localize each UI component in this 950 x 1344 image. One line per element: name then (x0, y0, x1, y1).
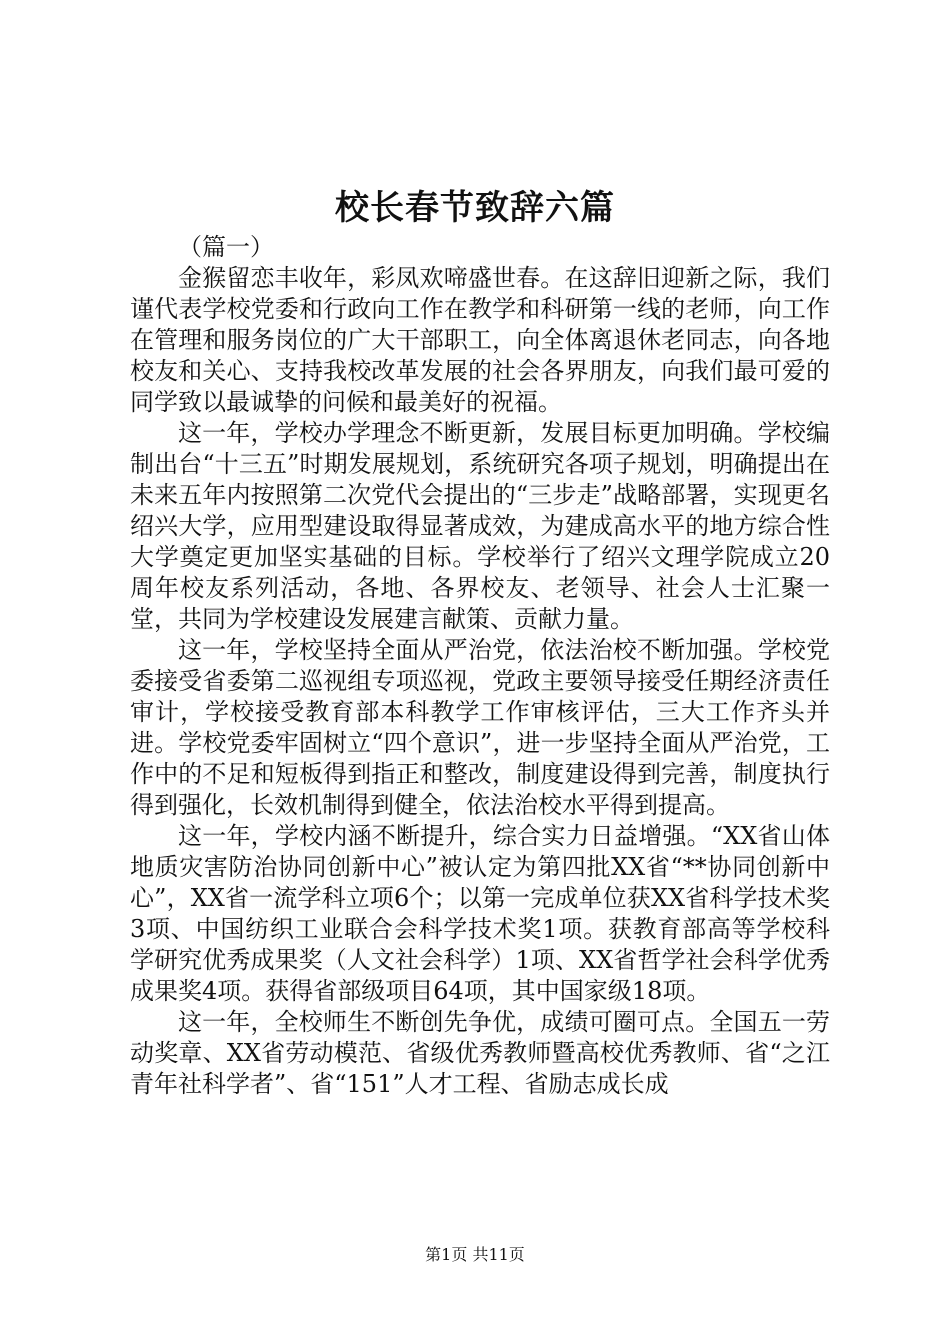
paragraph: 这一年，学校坚持全面从严治党，依法治校不断加强。学校党委接受省委第二巡视组专项巡视，党政主要领导接受任期经济责任审计，学校接受教育部本科教学工作审核评估，三大工作齐头并进。学校党委牢固树立“四个意识”，进一步坚持全面从严治党，工作中的不足和短板得到指正和整改，制度建设得到完善，制度执行得到强化，长效机制得到健全，依法治校水平得到提高。 (130, 636, 830, 819)
section-label: （篇一） (178, 233, 274, 261)
paragraph: 这一年，全校师生不断创先争优，成绩可圈可点。全国五一劳动奖章、XX省劳动模范、省级优秀教师暨高校优秀教师、省“之江青年社科学者”、省“151”人才工程、省励志成长成 (130, 1008, 830, 1098)
paragraph: 这一年，学校办学理念不断更新，发展目标更加明确。学校编制出台“十三五”时期发展规划，系统研究各项子规划，明确提出在未来五年内按照第二次党代会提出的“三步走”战略部署，实现更名绍兴大学，应用型建设取得显著成效，为建成高水平的地方综合性大学奠定更加坚实基础的目标。学校举行了绍兴文理学院成立20周年校友系列活动，各地、各界校友、老领导、社会人士汇聚一堂，共同为学校建设发展建言献策、贡献力量。 (130, 419, 830, 633)
page-footer: 第1页 共11页 (425, 1245, 525, 1264)
document-title: 校长春节致辞六篇 (335, 188, 615, 228)
paragraph: 这一年，学校内涵不断提升，综合实力日益增强。“XX省山体地质灾害防治协同创新中心”被认定为第四批XX省“**协同创新中心”，XX省一流学科立项6个；以第一完成单位获XX省科学技术奖3项、中国纺织工业联合会科学技术奖1项。获教育部高等学校科学研究优秀成果奖（人文社会科学）1项、XX省哲学社会科学优秀成果奖4项。获得省部级项目64项，其中国家级18项。 (130, 822, 830, 1005)
paragraph: 金猴留恋丰收年，彩凤欢啼盛世春。在这辞旧迎新之际，我们谨代表学校党委和行政向工作在教学和科研第一线的老师，向工作在管理和服务岗位的广大干部职工，向全体离退休老同志，向各地校友和关心、支持我校改革发展的社会各界朋友，向我们最可爱的同学致以最诚挚的问候和最美好的祝福。 (130, 264, 830, 416)
document-body (130, 232, 830, 1100)
